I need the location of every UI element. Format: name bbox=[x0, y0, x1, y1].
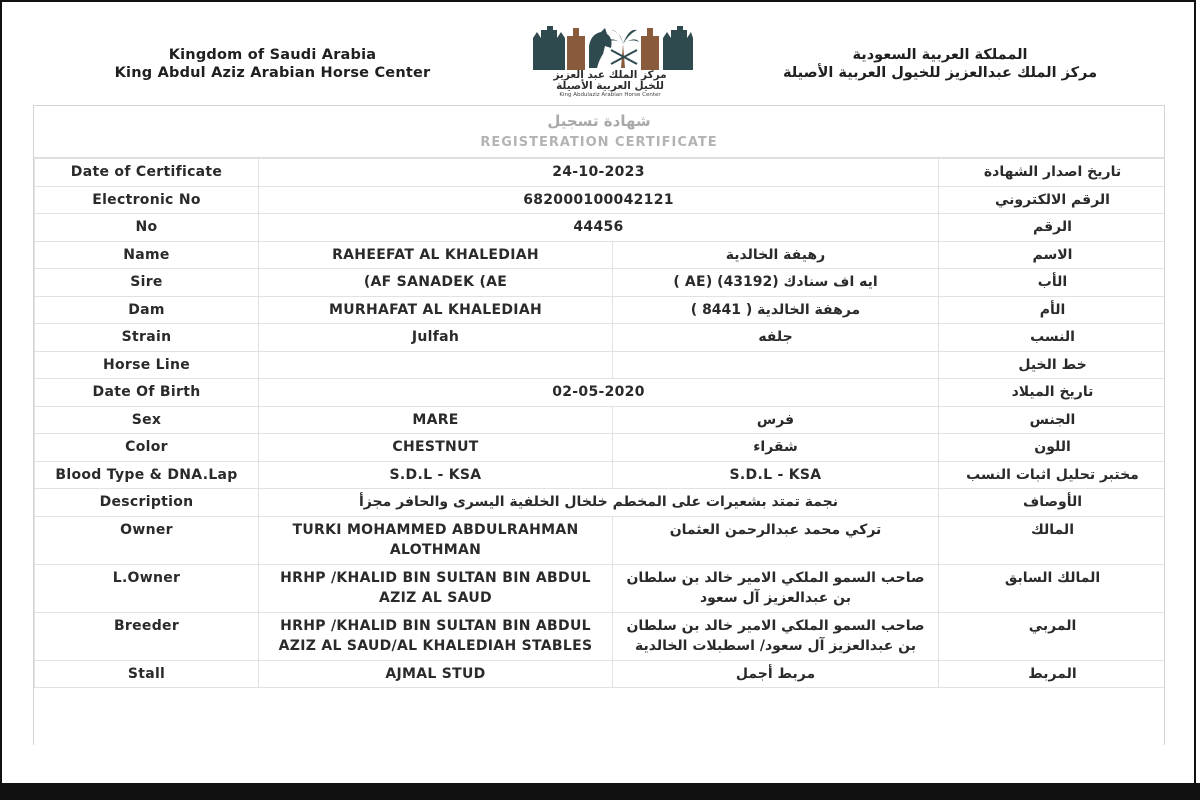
field-value-en: MURHAFAT AL KHALEDIAH bbox=[259, 296, 613, 324]
field-label-ar: النسب bbox=[939, 324, 1166, 352]
field-label-en: Breeder bbox=[35, 612, 259, 660]
field-label-en: Strain bbox=[35, 324, 259, 352]
table-row bbox=[35, 159, 1166, 187]
field-label-ar: تاريخ اصدار الشهادة bbox=[939, 159, 1166, 187]
header-arabic bbox=[720, 46, 1160, 82]
field-label-ar: المربط bbox=[939, 660, 1166, 688]
field-value: 02-05-2020 bbox=[259, 379, 939, 407]
field-value-ar: فرس bbox=[613, 406, 939, 434]
field-value-en: AJMAL STUD bbox=[259, 660, 613, 688]
field-label-ar: الأم bbox=[939, 296, 1166, 324]
table-row bbox=[35, 214, 1166, 242]
field-label-en: L.Owner bbox=[35, 564, 259, 612]
table-row bbox=[35, 379, 1166, 407]
certificate-title bbox=[34, 106, 1164, 158]
field-value-ar: S.D.L - KSA bbox=[613, 461, 939, 489]
field-label-ar: الاسم bbox=[939, 241, 1166, 269]
header-ar-center: مركز الملك عبدالعزيز للخيول العربية الأصيلة bbox=[782, 65, 1098, 81]
field-label-ar: اللون bbox=[939, 434, 1166, 462]
table-row bbox=[35, 489, 1166, 517]
field-label-ar: المالك السابق bbox=[939, 564, 1166, 612]
table-row bbox=[35, 324, 1166, 352]
field-label-ar: المربي bbox=[939, 612, 1166, 660]
field-value-en: S.D.L - KSA bbox=[259, 461, 613, 489]
field-value-ar: ايه اف سنادك (43192) (AE ) bbox=[613, 269, 939, 297]
logo-arabic-line2: للخيل العربية الأصيلة bbox=[556, 80, 664, 92]
castle-horse-palm-icon bbox=[525, 20, 695, 70]
field-label-en: Stall bbox=[35, 660, 259, 688]
field-label-en: Color bbox=[35, 434, 259, 462]
field-label-ar: تاريخ الميلاد bbox=[939, 379, 1166, 407]
field-label-en: Name bbox=[35, 241, 259, 269]
table-row bbox=[35, 434, 1166, 462]
certificate-title-english: REGISTERATION CERTIFICATE bbox=[480, 135, 718, 150]
field-value-en: TURKI MOHAMMED ABDULRAHMAN ALOTHMAN bbox=[259, 516, 613, 564]
field-value-en: HRHP /KHALID BIN SULTAN BIN ABDUL AZIZ AL SAUD/AL KHALEDIAH STABLES bbox=[259, 612, 613, 660]
table-row bbox=[35, 516, 1166, 564]
header-ar-country: المملكة العربية السعودية bbox=[852, 47, 1028, 63]
table-row bbox=[35, 296, 1166, 324]
field-value: نجمة تمتد بشعيرات على المخطم خلخال الخلفية اليسرى والحافر مجزأ bbox=[259, 489, 939, 517]
table-row bbox=[35, 564, 1166, 612]
field-value-ar: تركي محمد عبدالرحمن العثمان bbox=[613, 516, 939, 564]
field-label-en: Owner bbox=[35, 516, 259, 564]
table-row bbox=[35, 186, 1166, 214]
header-en-center: King Abdul Aziz Arabian Horse Center bbox=[114, 65, 431, 81]
field-value-ar: جلفه bbox=[613, 324, 939, 352]
field-value-en: Julfah bbox=[259, 324, 613, 352]
field-value-en: RAHEEFAT AL KHALEDIAH bbox=[259, 241, 613, 269]
table-row bbox=[35, 461, 1166, 489]
field-value-en bbox=[259, 351, 613, 379]
field-label-ar: الأوصاف bbox=[939, 489, 1166, 517]
field-value-en: CHESTNUT bbox=[259, 434, 613, 462]
logo-arabic-line1: مركز الملك عبد العزيز bbox=[553, 69, 667, 81]
table-row bbox=[35, 612, 1166, 660]
field-label-ar: الجنس bbox=[939, 406, 1166, 434]
field-value: 682000100042121 bbox=[259, 186, 939, 214]
table-row bbox=[35, 660, 1166, 688]
field-label-ar: الأب bbox=[939, 269, 1166, 297]
field-value-ar bbox=[613, 351, 939, 379]
certificate-panel bbox=[33, 105, 1165, 745]
field-label-en: Blood Type & DNA.Lap bbox=[35, 461, 259, 489]
field-value-ar: صاحب السمو الملكي الامير خالد بن سلطان بن عبدالعزيز آل سعود/ اسطبلات الخالدية bbox=[613, 612, 939, 660]
table-row bbox=[35, 269, 1166, 297]
field-label-ar: الرقم الالكتروني bbox=[939, 186, 1166, 214]
field-label-en: Dam bbox=[35, 296, 259, 324]
table-row bbox=[35, 406, 1166, 434]
field-label-ar: المالك bbox=[939, 516, 1166, 564]
field-value-ar: رهيفة الخالدية bbox=[613, 241, 939, 269]
field-label-ar: مختبر تحليل اثبات النسب bbox=[939, 461, 1166, 489]
field-label-en: Sire bbox=[35, 269, 259, 297]
field-label-en: Sex bbox=[35, 406, 259, 434]
field-label-ar: الرقم bbox=[939, 214, 1166, 242]
bottom-bar bbox=[0, 783, 1200, 800]
field-value-en: MARE bbox=[259, 406, 613, 434]
logo-english: King Abdulaziz Arabian Horse Center bbox=[559, 92, 661, 98]
field-label-ar: خط الخيل bbox=[939, 351, 1166, 379]
field-value-ar: صاحب السمو الملكي الامير خالد بن سلطان بن عبدالعزيز آل سعود bbox=[613, 564, 939, 612]
table-row bbox=[35, 351, 1166, 379]
field-value-ar: مرهفة الخالدية ( 8441 ) bbox=[613, 296, 939, 324]
field-value: 44456 bbox=[259, 214, 939, 242]
field-label-en: Description bbox=[35, 489, 259, 517]
field-value-ar: شقراء bbox=[613, 434, 939, 462]
table-row bbox=[35, 241, 1166, 269]
header-en-country: Kingdom of Saudi Arabia bbox=[168, 47, 377, 63]
field-label-en: Date Of Birth bbox=[35, 379, 259, 407]
center-logo bbox=[520, 20, 700, 104]
header-english bbox=[40, 46, 505, 82]
registration-table bbox=[34, 158, 1165, 688]
certificate-title-arabic: شهادة تسجيل bbox=[547, 112, 651, 130]
field-value: 24-10-2023 bbox=[259, 159, 939, 187]
field-label-en: Date of Certificate bbox=[35, 159, 259, 187]
field-label-en: Horse Line bbox=[35, 351, 259, 379]
field-label-en: Electronic No bbox=[35, 186, 259, 214]
field-value-ar: مربط أجمل bbox=[613, 660, 939, 688]
field-value-en: HRHP /KHALID BIN SULTAN BIN ABDUL AZIZ AL SAUD bbox=[259, 564, 613, 612]
field-value-en: (AF SANADEK (AE bbox=[259, 269, 613, 297]
field-label-en: No bbox=[35, 214, 259, 242]
